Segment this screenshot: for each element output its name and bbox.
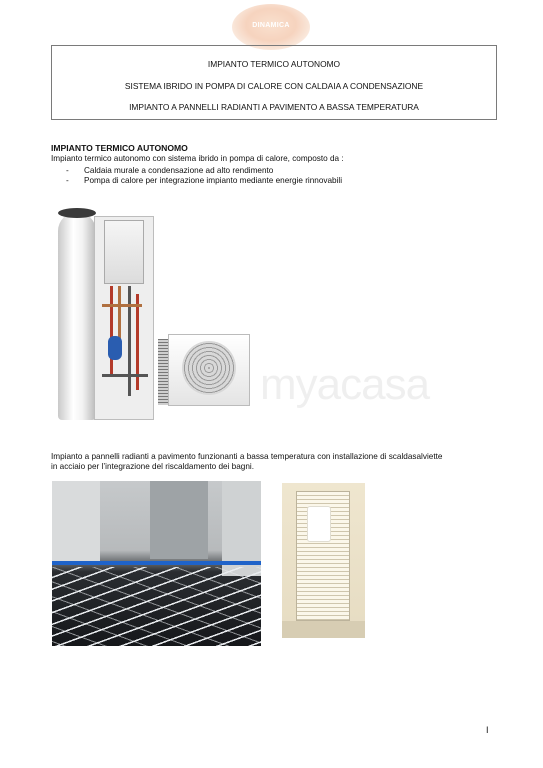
intro-paragraph: Impianto termico autonomo con sistema ibrido in pompa di calore, composto da : bbox=[51, 154, 344, 163]
bullet-item-1 bbox=[66, 166, 273, 175]
pipe bbox=[102, 374, 148, 377]
pipe bbox=[110, 286, 113, 376]
photo-heating-pipes bbox=[52, 567, 261, 646]
company-logo-icon bbox=[232, 4, 310, 50]
logo-text: DINAMICA bbox=[252, 22, 290, 29]
bullet-dash: - bbox=[66, 166, 69, 175]
photo-doorway bbox=[150, 481, 208, 559]
bullet-text: Pompa di calore per integrazione impianto mediante energie rinnovabili bbox=[84, 176, 343, 185]
storage-cylinder bbox=[58, 212, 96, 420]
header-line-3: IMPIANTO A PANNELLI RADIANTI A PAVIMENTO A BASSA TEMPERATURA bbox=[129, 102, 419, 112]
photo-insulation-strip bbox=[52, 561, 261, 565]
pipe bbox=[128, 286, 131, 396]
bullet-item-2 bbox=[66, 176, 342, 185]
bullet-dash: - bbox=[66, 176, 69, 185]
watermark: myacasa bbox=[260, 360, 430, 409]
floor-heating-photo bbox=[52, 481, 261, 646]
section-title: IMPIANTO TERMICO AUTONOMO bbox=[51, 143, 188, 153]
bullet-text: Caldaia murale a condensazione ad alto rendimento bbox=[84, 166, 274, 175]
floor-heating-paragraph-line-1: Impianto a pannelli radianti a pavimento funzionanti a bassa temperatura con installazione di scaldasalviette bbox=[51, 452, 443, 461]
towel bbox=[308, 507, 330, 541]
fan-grille-icon bbox=[182, 341, 236, 395]
header-line-1: IMPIANTO TERMICO AUTONOMO bbox=[207, 59, 341, 69]
header-line-2: SISTEMA IBRIDO IN POMPA DI CALORE CON CALDAIA A CONDENSAZIONE bbox=[124, 81, 424, 91]
floor-heating-paragraph-line-2: in acciaio per l’integrazione del riscaldamento dei bagni. bbox=[51, 462, 254, 471]
wall-boiler bbox=[104, 220, 144, 284]
header-box bbox=[51, 45, 497, 120]
pipe bbox=[102, 304, 142, 307]
towel-radiator-photo bbox=[282, 483, 365, 638]
cylinder-top bbox=[58, 208, 96, 218]
photo-floor bbox=[282, 621, 365, 638]
photo-wall bbox=[52, 481, 100, 563]
page-number: I bbox=[486, 725, 489, 735]
expansion-tank bbox=[108, 336, 122, 360]
